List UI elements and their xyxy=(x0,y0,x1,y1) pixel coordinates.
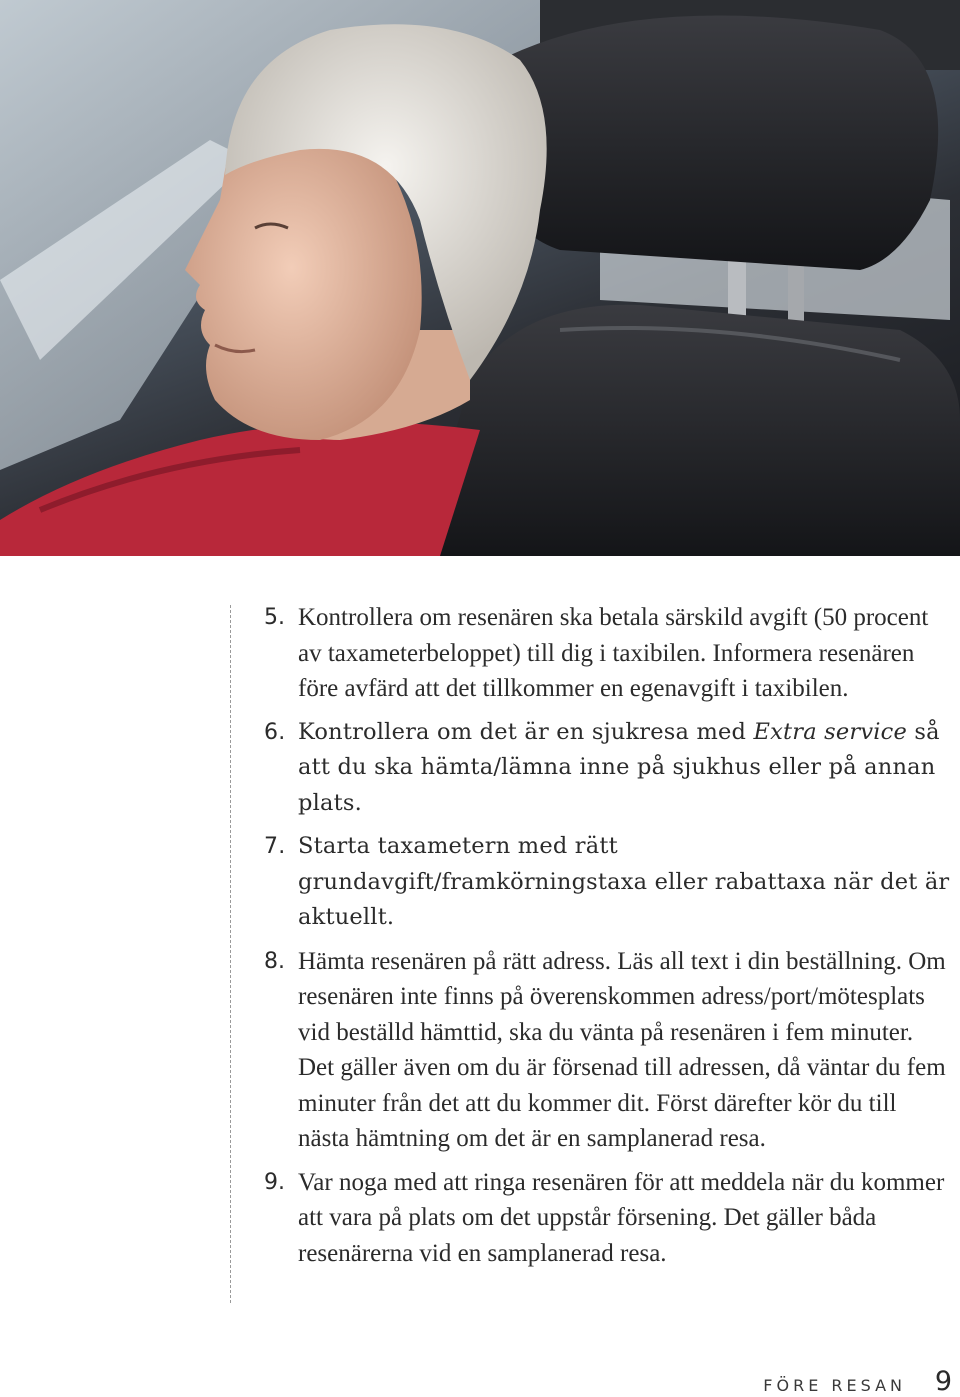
list-item xyxy=(264,829,954,936)
page-number: 9 xyxy=(934,1366,952,1397)
list-item-number: 7. xyxy=(264,834,286,859)
list-item xyxy=(264,715,954,822)
taxi-passenger-photo xyxy=(0,0,960,556)
margin-dashed-rule xyxy=(230,605,231,1303)
list-item-number: 5. xyxy=(264,605,285,630)
list-item-emphasis: Extra service xyxy=(753,718,908,745)
list-item-number: 8. xyxy=(264,948,285,974)
instruction-list xyxy=(264,600,954,1279)
list-item-number: 9. xyxy=(264,1169,285,1195)
list-item-text: Hämta resenären på rätt adress. Läs all text i din beställning. Om resenären inte finns på överenskommen adress/port/mötesplats vid beställd hämttid, ska du vänta på resenären i fem minuter. Det gäller även om du är försenad till adressen, då väntar du fem minuter från det att du kommer dit. Först därefter kör du till nästa hämtning om det är en samplanerad resa. xyxy=(298,947,946,1152)
list-item xyxy=(264,1165,954,1272)
list-item xyxy=(264,600,954,707)
list-item-text: Var noga med att ringa resenären för att meddela när du kommer att vara på plats om det uppstår försening. Det gäller båda resenärerna vid en samplanerad resa. xyxy=(298,1168,945,1267)
list-item-text: så att du ska hämta/lämna inne på sjukhus eller på annan plats. xyxy=(298,718,940,816)
list-item-text: Starta taxametern med rätt grundavgift/framkörningstaxa eller rabattaxa när det är aktuellt. xyxy=(298,833,950,930)
list-item xyxy=(264,944,954,1157)
photo-illustration xyxy=(0,0,960,556)
list-item-text: Kontrollera om resenären ska betala särskild avgift (50 procent av taxameterbeloppet) till dig i taxibilen. Informera resenären före avfärd att det tillkommer en egenavgift i taxibilen. xyxy=(298,604,929,702)
section-title: FÖRE RESAN xyxy=(763,1376,906,1395)
list-item-number: 6. xyxy=(264,719,286,745)
page-footer xyxy=(0,1366,960,1397)
list-item-text: Kontrollera om det är en sjukresa med xyxy=(298,718,754,745)
